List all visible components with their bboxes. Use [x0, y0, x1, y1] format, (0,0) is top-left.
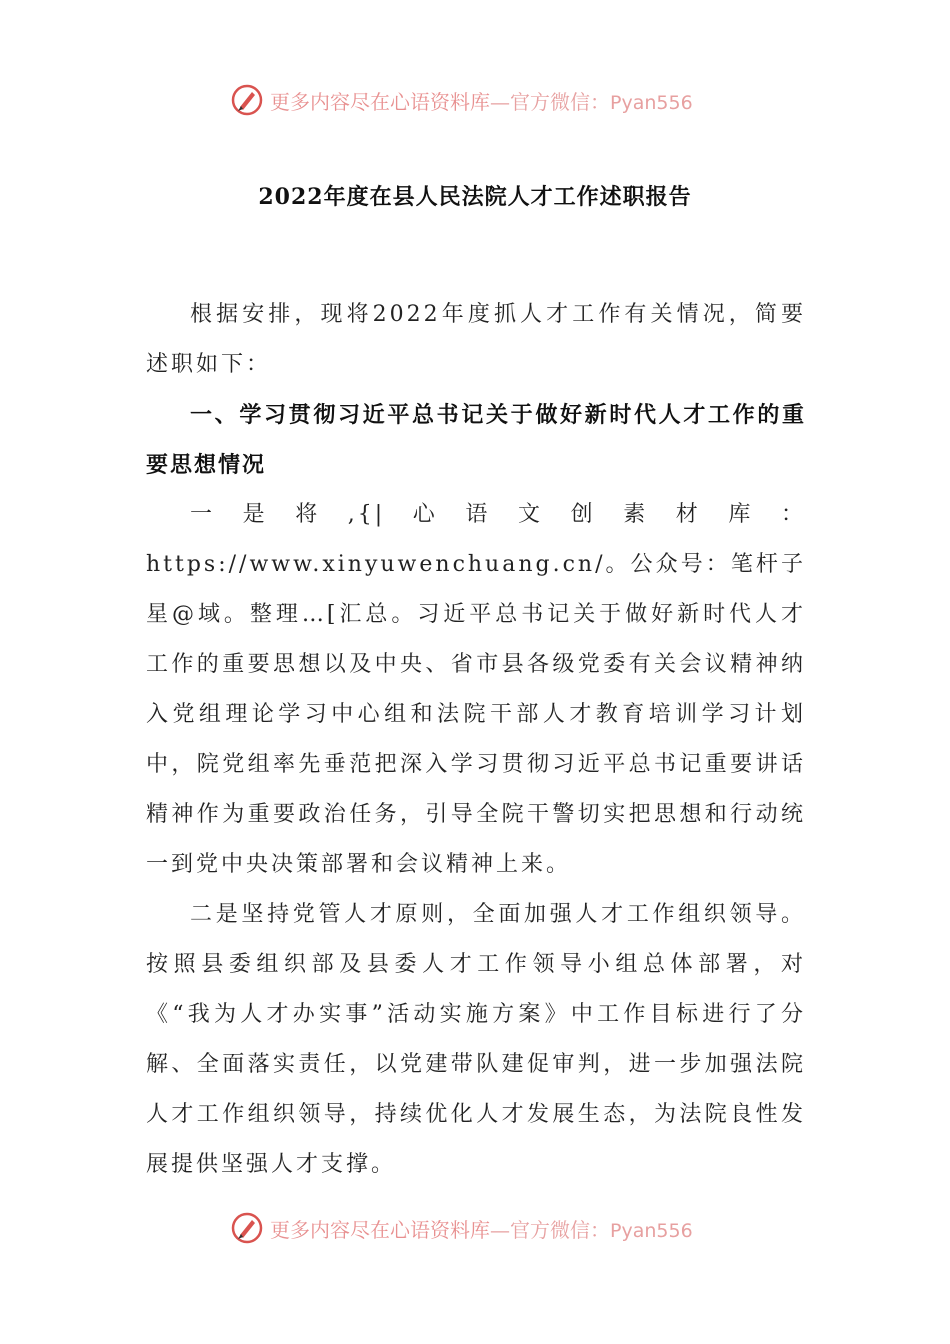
paragraph-point-2: 二是坚持党管人才原则，全面加强人才工作组织领导。按照县委组织部及县委人才工作领导小组总体部署，对《“我为人才办实事”活动实施方案》中工作目标进行了分解、全面落实责任，以党建带队建促审判，进一步加强法院人才工作组织领导，持续优化人才发展生态，为法院良性发展提供坚强人才支撑。 — [146, 902, 806, 1177]
watermark-banner-bottom — [230, 1208, 790, 1248]
paragraph-point-1: 一是将,{|心语文创素材库：https://www.xinyuwenchuang.cn/。公众号：笔杆子星@域。整理…[汇总。习近平总书记关于做好新时代人才工作的重要思想以及中央、省市县各级党委有关会议精神纳入党组理论学习中心组和法院干部人才教育培训学习计划中，院党组率先垂范把深入学习贯彻习近平总书记重要讲话精神作为重要政治任务，引导全院干警切实把思想和行动统一到党中央决策部署和会议精神上来。 — [146, 502, 806, 877]
watermark-banner-top — [230, 80, 790, 120]
pen-logo-icon — [230, 83, 264, 117]
watermark-site-text: 更多内容尽在心语资料库 — [270, 1217, 490, 1242]
watermark-contact-value: Pyan556 — [610, 91, 693, 114]
section-heading-1: 一、学习贯彻习近平总书记关于做好新时代人才工作的重要思想情况 — [146, 402, 806, 478]
watermark-dash: — — [490, 89, 510, 114]
pen-logo-icon — [230, 1211, 264, 1245]
watermark-dash: — — [490, 1217, 510, 1242]
watermark-contact-value: Pyan556 — [610, 1219, 693, 1242]
document-body — [146, 290, 806, 1190]
watermark-text — [270, 1214, 693, 1243]
watermark-site-text: 更多内容尽在心语资料库 — [270, 89, 490, 114]
document-title: 2022年度在县人民法院人才工作述职报告 — [258, 184, 692, 210]
watermark-text — [270, 86, 693, 115]
watermark-contact-label: 官方微信： — [510, 89, 610, 114]
watermark-contact-label: 官方微信： — [510, 1217, 610, 1242]
paragraph-intro: 根据安排，现将2022年度抓人才工作有关情况，简要述职如下： — [146, 302, 806, 377]
